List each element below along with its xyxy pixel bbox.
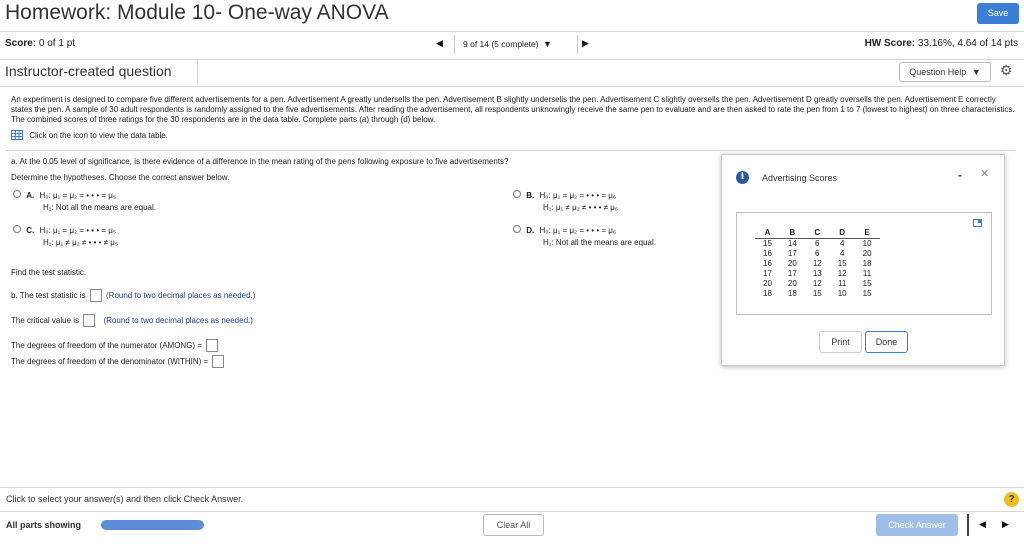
table-cell: 10 — [862, 238, 872, 248]
table-cell: 4 — [839, 248, 845, 258]
hw-score-label: HW Score: — [864, 38, 916, 49]
part-b-row — [11, 289, 255, 303]
table-cell: 15 — [763, 238, 772, 248]
option-b-h1: H₁: μ₁ ≠ μ₂ ≠ • • • ≠ μ₆ — [543, 203, 619, 212]
table-cell: 17 — [763, 268, 772, 278]
table-cell: 15 — [812, 288, 822, 298]
table-cell: 6 — [815, 238, 820, 248]
table-cell: 4 — [839, 238, 845, 248]
df-denominator-row — [11, 355, 224, 369]
part-a-text: a. At the 0.05 level of significance, is there evidence of a difference in the mean rating of the pens following exposure to five advertisements? — [11, 157, 509, 166]
df-numerator-row — [11, 339, 218, 353]
hw-score — [865, 38, 1018, 49]
column-header-d: D — [830, 228, 855, 238]
previous-question-button[interactable]: ◀ — [436, 38, 443, 48]
critical-value-hint: (Round to two decimal places as needed.) — [103, 316, 253, 325]
save-button[interactable]: Save — [977, 3, 1019, 24]
next-question-button[interactable]: ▶ — [582, 38, 589, 48]
table-cell: 6 — [815, 248, 820, 258]
print-button[interactable]: Print — [819, 331, 862, 353]
info-icon: i — [736, 171, 749, 184]
done-button[interactable]: Done — [865, 331, 908, 353]
popup-title: Advertising Scores — [762, 173, 838, 183]
question-help-button[interactable] — [899, 62, 991, 82]
table-cell: 14 — [787, 238, 797, 248]
option-b-h0: H₀: μ₁ = μ₂ = • • • = μ₆ — [539, 191, 617, 200]
minimize-button[interactable]: - — [958, 168, 962, 182]
option-d-h0: H₀: μ₁ = μ₂ = • • • = μ₆ — [539, 226, 617, 235]
df-denominator-label: The degrees of freedom of the denominator (WITHIN) = — [11, 357, 209, 366]
data-table-link-text[interactable]: Click on the icon to view the data table. — [29, 131, 168, 140]
hypotheses-prompt: Determine the hypotheses. Choose the correct answer below. — [11, 173, 230, 182]
help-icon[interactable]: ? — [1004, 492, 1019, 507]
data-table-popup — [721, 154, 1005, 366]
table-cell: 20 — [763, 278, 772, 288]
question-type-label: Instructor-created question — [5, 63, 172, 79]
df-numerator-label: The degrees of freedom of the numerator (AMONG) = — [11, 341, 202, 350]
critical-value-label: The critical value is — [11, 316, 80, 325]
option-a-letter: A. — [26, 191, 35, 200]
option-c-h0: H₀: μ₁ = μ₂ = • • • = μ₅ — [39, 226, 117, 235]
option-b-radio[interactable] — [513, 190, 521, 198]
option-c-radio[interactable] — [13, 225, 21, 233]
table-cell: 16 — [763, 258, 772, 268]
test-statistic-input[interactable] — [90, 289, 102, 302]
expand-icon[interactable] — [973, 219, 982, 227]
parts-showing-label: All parts showing — [6, 520, 82, 530]
table-cell: 15 — [862, 288, 872, 298]
caret-down-icon: ▼ — [971, 67, 981, 77]
table-cell: 17 — [787, 248, 797, 258]
option-d-radio[interactable] — [513, 225, 521, 233]
gear-icon[interactable]: ⚙ — [1000, 62, 1013, 78]
part-b-label: b. The test statistic is — [11, 291, 86, 300]
option-d-letter: D. — [526, 226, 535, 235]
caret-down-icon: ▼ — [542, 39, 552, 49]
hw-score-value: 33.16%, 4.64 of 14 pts — [917, 38, 1018, 49]
option-a-h0: H₀: μ₁ = μ₂ = • • • = μ₅ — [39, 191, 117, 200]
close-button[interactable]: ✕ — [980, 168, 990, 180]
table-cell: 18 — [763, 288, 772, 298]
column-header-b: B — [780, 228, 805, 238]
table-header-row — [755, 228, 880, 238]
question-selector[interactable] — [454, 35, 578, 54]
option-c-letter: C. — [26, 226, 35, 235]
table-cell: 12 — [812, 278, 822, 288]
option-d[interactable] — [513, 225, 656, 247]
option-a[interactable] — [13, 190, 156, 212]
data-table-link[interactable] — [11, 130, 168, 140]
question-progress: 9 of 14 (5 complete) — [463, 39, 539, 49]
table-cell: 20 — [862, 248, 872, 258]
table-cell: 13 — [812, 268, 822, 278]
option-c[interactable] — [13, 225, 118, 247]
advertising-scores-table — [755, 228, 880, 299]
table-cell: 20 — [787, 258, 797, 268]
table-cell: 17 — [787, 268, 797, 278]
question-navigator — [430, 35, 600, 54]
score-value: 0 of 1 pt — [38, 38, 76, 49]
table-cell: 12 — [837, 268, 847, 278]
critical-value-row — [11, 314, 253, 328]
clear-all-button[interactable]: Clear All — [483, 514, 544, 536]
table-cell: 18 — [862, 258, 872, 268]
question-help-label: Question Help — [909, 67, 967, 77]
df-denominator-input[interactable] — [212, 355, 224, 368]
table-cell: 11 — [862, 268, 872, 278]
score-label: Score: — [5, 38, 37, 49]
table-cell: 15 — [837, 258, 847, 268]
question-intro: An experiment is designed to compare five different advertisements for a pen. Advertisement A greatly undersells the pen. Advertisement B slightly undersells the pen. Advertisement C slightly oversells the pen. Advertisement D greatly oversells the pen. Advertisement E correctly states the pen. A sample of 30 adult respondents is randomly assigned to the five advertisements. After reading the advertisement, all respondents unknowingly receive the same pen to evaluate and are then asked to rate the pen from 1 to 7 (lowest to highest) on three characteristics. The combined scores of three ratings for the 30 respondents are in the data table. Complete parts (a) through (d) below. — [11, 95, 1015, 124]
page-title: Homework: Module 10- One-way ANOVA — [5, 1, 389, 24]
table-cell: 15 — [862, 278, 872, 288]
table-cell: 20 — [787, 278, 797, 288]
divider — [967, 514, 969, 536]
test-statistic-hint: (Round to two decimal places as needed.) — [106, 291, 256, 300]
table-cell: 18 — [787, 288, 797, 298]
table-cell: 16 — [763, 248, 772, 258]
check-answer-button[interactable]: Check Answer — [876, 514, 958, 536]
previous-arrow-button[interactable]: ◀ — [979, 519, 986, 529]
table-row — [755, 249, 880, 259]
footer-instruction: Click to select your answer(s) and then click Check Answer. — [6, 494, 244, 504]
table-row — [755, 238, 880, 249]
table-row — [755, 259, 880, 269]
find-test-statistic: Find the test statistic. — [11, 268, 87, 277]
df-numerator-input[interactable] — [206, 339, 218, 352]
column-header-a: A — [755, 228, 780, 238]
option-c-h1: H₁: μ₁ ≠ μ₂ ≠ • • • ≠ μ₅ — [43, 238, 119, 247]
next-arrow-button[interactable]: ▶ — [1002, 519, 1009, 529]
data-table-frame — [736, 212, 992, 315]
table-row — [755, 279, 880, 289]
table-cell: 10 — [837, 288, 847, 298]
critical-value-input[interactable] — [83, 314, 95, 327]
table-cell: 11 — [838, 278, 847, 288]
table-row — [755, 269, 880, 279]
option-a-h1: H₁: Not all the means are equal. — [43, 203, 156, 212]
table-row — [755, 289, 880, 299]
table-cell: 12 — [812, 258, 822, 268]
table-icon[interactable] — [11, 130, 23, 140]
option-b-letter: B. — [526, 191, 535, 200]
score — [5, 38, 75, 49]
option-b[interactable] — [513, 190, 618, 212]
option-d-h1: H₁: Not all the means are equal. — [543, 238, 656, 247]
option-a-radio[interactable] — [13, 190, 21, 198]
column-header-c: C — [805, 228, 830, 238]
progress-bar — [101, 520, 204, 530]
column-header-e: E — [855, 228, 880, 238]
